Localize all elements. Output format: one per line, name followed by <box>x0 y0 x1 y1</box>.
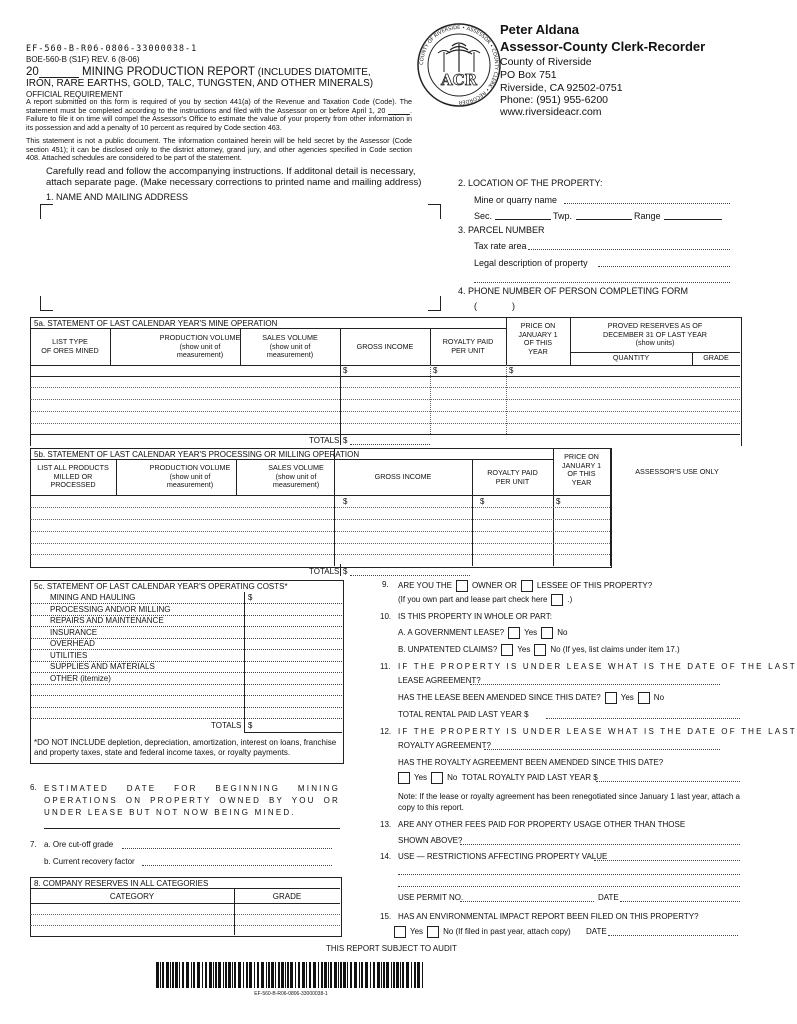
permit-field[interactable] <box>460 901 594 902</box>
barcode-bar <box>209 962 212 988</box>
assessor-line3: Riverside, CA 92502-0751 <box>500 82 623 94</box>
barcode-bar <box>281 962 284 988</box>
barcode-bar <box>318 962 319 988</box>
s5a-col-royalty: ROYALTY PAID PER UNIT <box>442 337 494 355</box>
table-row[interactable] <box>30 399 740 400</box>
barcode-bar <box>249 962 252 988</box>
barcode-text: EF-560-B-R06-0806-33000038-1 <box>254 991 328 997</box>
barcode-bar <box>411 962 412 988</box>
cost-item-label: SUPPLIES AND MATERIALS <box>50 662 155 671</box>
assessor-line4: Phone: (951) 955-6200 <box>500 94 608 106</box>
s5a-dollar-2: $ <box>433 366 438 375</box>
royalty-date-field[interactable] <box>484 749 720 750</box>
barcode-bar <box>170 962 171 988</box>
address-bracket-tl <box>40 204 53 219</box>
q9-part: (If you own part and lease part check here <box>398 595 548 605</box>
s5a-totals-field[interactable] <box>350 444 430 445</box>
q15-no: No (If filed in past year, attach copy) <box>443 927 571 937</box>
q14-text: USE — RESTRICTIONS AFFECTING PROPERTY VALUE <box>398 852 608 861</box>
q10a-label: A. A GOVERNMENT LEASE? <box>398 628 505 638</box>
assessor-line1: County of Riverside <box>500 56 592 68</box>
q9-text: ARE YOU THE <box>398 581 452 591</box>
q12-yesno-row <box>394 772 598 784</box>
barcode-bar <box>370 962 371 988</box>
barcode-bar <box>383 962 385 988</box>
q7a-label: a. Ore cut-off grade <box>44 840 114 849</box>
barcode-bar <box>330 962 332 988</box>
report-title <box>26 66 371 78</box>
barcode-bar <box>268 962 270 988</box>
barcode-bar <box>238 962 241 988</box>
eir-date-field[interactable] <box>608 935 738 936</box>
q12-note: Note: If the lease or royalty agreement has been renegotiated since January 1 last year, attach a copy to this report. <box>398 792 740 812</box>
legal-paragraph-1 <box>26 98 412 132</box>
barcode-bar <box>386 962 389 988</box>
tax-rate-field[interactable] <box>528 249 730 250</box>
eir-yes-checkbox[interactable] <box>394 926 406 938</box>
q11-rental: TOTAL RENTAL PAID LAST YEAR $ <box>398 710 529 719</box>
barcode-bar <box>354 962 357 988</box>
q9-num: 9. <box>382 580 389 589</box>
twp-label: Twp. <box>553 211 573 221</box>
county-seal <box>416 22 502 108</box>
tax-rate-label: Tax rate area <box>474 241 527 251</box>
barcode-bar <box>232 962 233 988</box>
restrictions-field-2[interactable] <box>398 874 740 875</box>
q15-yes: Yes <box>410 927 424 937</box>
barcode-bar <box>191 962 192 988</box>
barcode-bar <box>197 962 200 988</box>
form-code: EF-560-B-R06-0806-33000038-1 <box>26 44 198 54</box>
q7b-field[interactable] <box>142 865 332 866</box>
address-bracket-tr <box>428 204 441 219</box>
q12-text: IF THE PROPERTY IS UNDER LEASE WHAT IS THE DATE OF THE LAST <box>398 727 797 736</box>
title-line2: IRON, RARE EARTHS, GOLD, TALC, TUNGSTEN, AND OTHER MINERALS) <box>26 78 374 89</box>
barcode-bar <box>186 962 189 988</box>
section2-label: 2. LOCATION OF THE PROPERTY: <box>458 178 603 188</box>
cost-item-label: PROCESSING AND/OR MILLING <box>50 604 171 614</box>
other-fees-field[interactable] <box>460 844 740 845</box>
q9-owner: OWNER OR <box>471 581 517 591</box>
claims-yes-checkbox[interactable] <box>501 644 513 656</box>
s5b-col-production: PRODUCTION VOLUME (show unit of measurement) <box>149 463 231 489</box>
q11-amended: HAS THE LEASE BEEN AMENDED SINCE THIS DATE? <box>398 693 601 703</box>
cost-row[interactable] <box>30 695 342 696</box>
table-row[interactable] <box>30 423 740 424</box>
royalty-amended-yes-checkbox[interactable] <box>398 772 410 784</box>
q10a-yes: Yes <box>524 628 538 638</box>
barcode-bar <box>321 962 323 988</box>
year-prefix: 20 <box>26 66 39 78</box>
form-number: BOE-560-B (S1F) REV. 6 (8-06) <box>26 55 140 64</box>
owner-checkbox[interactable] <box>456 580 468 592</box>
q7-num: 7. <box>30 840 37 849</box>
barcode-bar <box>309 962 311 988</box>
barcode-bar <box>287 962 289 988</box>
cost-item-label: MINING AND HAULING <box>50 593 136 602</box>
s5b-col-sales: SALES VOLUME (show unit of measurement) <box>268 463 324 489</box>
q6-text: ESTIMATED DATE FOR BEGINNING MINING OPERATIONS ON PROPERTY OWNED BY YOU OR UNDER LEASE BUT NOT NOW BEING MINED. <box>44 784 340 817</box>
barcode-bar <box>400 962 401 988</box>
cost-item-label: UTILITIES <box>50 650 88 660</box>
q12-text2: ROYALTY AGREEMENT? <box>398 741 491 750</box>
s5a-col-price: PRICE ON JANUARY 1 OF THIS YEAR <box>518 321 558 356</box>
mine-name-field[interactable] <box>564 203 730 204</box>
barcode-bar <box>295 962 296 988</box>
barcode-bar <box>261 962 264 988</box>
barcode-bar <box>254 962 255 988</box>
barcode-bar <box>275 962 276 988</box>
q10b-row <box>398 644 680 656</box>
mine-name-label: Mine or quarry name <box>474 195 558 205</box>
barcode-bar <box>218 962 221 988</box>
q8-title: 8. COMPANY RESERVES IN ALL CATEGORIES <box>34 879 209 888</box>
royalty-amended-no-checkbox[interactable] <box>431 772 443 784</box>
barcode <box>156 962 426 988</box>
sec-field[interactable] <box>495 219 551 220</box>
s5a-title: 5a. STATEMENT OF LAST CALENDAR YEAR'S MINE OPERATION <box>34 319 278 328</box>
legal-desc-field[interactable] <box>598 266 730 267</box>
assessor-name: Peter Aldana <box>500 22 579 37</box>
s5a-col-quantity: QUANTITY <box>612 353 650 362</box>
barcode-bar <box>257 962 259 988</box>
q11-amended-row <box>398 692 664 704</box>
s5b-col-assessor: ASSESSOR'S USE ONLY <box>635 467 719 476</box>
para1b: . Failure to file it on time will compel the Assessor's Office to estimate the value of your property from other information in its possession and add a penalty of 10 percent as required by Code section 463. <box>26 105 413 132</box>
q7b-label: b. Current recovery factor <box>44 857 135 866</box>
q15-text: HAS AN ENVIRONMENTAL IMPACT REPORT BEEN FILED ON THIS PROPERTY? <box>398 912 699 921</box>
restrictions-field[interactable] <box>594 860 740 861</box>
barcode-bar <box>202 962 203 988</box>
s5b-totals-field[interactable] <box>350 575 470 576</box>
barcode-bar <box>338 962 339 988</box>
s5b-dollar-1: $ <box>343 497 348 506</box>
barcode-bar <box>271 962 274 988</box>
para1b-year: 20 <box>377 105 386 115</box>
q9-lessee: LESSEE OF THIS PROPERTY? <box>536 581 653 591</box>
q12-num: 12. <box>380 727 392 736</box>
s5b-title: 5b. STATEMENT OF LAST CALENDAR YEAR'S PROCESSING OR MILLING OPERATION <box>34 450 360 459</box>
barcode-bar <box>334 962 337 988</box>
q6-num: 6. <box>30 783 37 792</box>
gov-lease-no-checkbox[interactable] <box>541 627 553 639</box>
restrictions-field-3[interactable] <box>398 886 740 887</box>
s5a-col-ores: LIST TYPE OF ORES MINED <box>41 337 99 355</box>
q11-yes: Yes <box>620 693 634 703</box>
barcode-bar <box>182 962 184 988</box>
cost-row[interactable] <box>30 684 342 685</box>
q13-num: 13. <box>380 820 392 829</box>
q9-part-end: .) <box>567 595 573 605</box>
q8-grade: GRADE <box>272 892 302 901</box>
seal-ring-text: COUNTY OF RIVERSIDE • ASSESSOR • COUNTY CLERK • RECORDER <box>418 24 500 106</box>
s5b-totals-dollar: $ <box>343 567 348 576</box>
cost-row[interactable] <box>30 707 342 708</box>
name-address-field[interactable] <box>55 210 425 305</box>
section3-label: 3. PARCEL NUMBER <box>458 225 545 235</box>
barcode-bar <box>414 962 416 988</box>
barcode-bar <box>340 962 342 988</box>
range-field[interactable] <box>664 219 722 220</box>
q9-row <box>398 580 652 592</box>
assessor-line5: www.riversideacr.com <box>500 106 602 118</box>
q10b-yes: Yes <box>517 645 531 655</box>
s5a-dollar-1: $ <box>343 366 348 375</box>
s5a-totals-label: TOTALS <box>309 436 340 445</box>
barcode-bar <box>228 962 231 988</box>
q11-no: No <box>653 693 665 703</box>
barcode-bar <box>246 962 248 988</box>
lease-amended-no-checkbox[interactable] <box>638 692 650 704</box>
q14-date: DATE <box>598 893 619 902</box>
q15-date: DATE <box>586 927 607 936</box>
barcode-bar <box>365 962 368 988</box>
s5c-totals-dollar: $ <box>248 721 253 730</box>
instructions: Carefully read and follow the accompanying instructions. If additonal detail is necessary, attach separate page. (Make necessary corrections to printed name and mailing address) <box>46 166 422 188</box>
barcode-bar <box>393 962 395 988</box>
barcode-bar <box>234 962 236 988</box>
range-label: Range <box>634 211 661 221</box>
table-row[interactable] <box>30 554 610 555</box>
barcode-bar <box>422 962 423 988</box>
royalty-paid-field[interactable] <box>596 781 740 782</box>
barcode-bar <box>391 962 392 988</box>
address-bracket-br <box>428 296 441 311</box>
barcode-bar <box>406 962 409 988</box>
barcode-bar <box>350 962 352 988</box>
barcode-bar <box>298 962 300 988</box>
section1-label: 1. NAME AND MAILING ADDRESS <box>46 192 189 202</box>
s5a-col-grade: GRADE <box>703 353 729 362</box>
legal-desc-field-2[interactable] <box>474 282 730 283</box>
barcode-bar <box>266 962 267 988</box>
s5c-totals-label: TOTALS <box>211 721 242 730</box>
s5c-dollar: $ <box>248 593 253 602</box>
legal-desc-label: Legal description of property <box>474 258 588 268</box>
s5a-col-gross: GROSS INCOME <box>356 342 414 351</box>
cost-item-label: REPAIRS AND MAINTENANCE <box>50 616 164 625</box>
title-paren: (INCLUDES DIATOMITE, <box>254 67 371 78</box>
cost-item-label: OTHER (itemize) <box>50 673 111 683</box>
lease-amended-yes-checkbox[interactable] <box>605 692 617 704</box>
q10a-no: No <box>557 628 568 638</box>
q12-amended: HAS THE ROYALTY AGREEMENT BEEN AMENDED SINCE THIS DATE? <box>398 758 664 767</box>
lease-date-field[interactable] <box>470 684 720 685</box>
s5b-col-royalty: ROYALTY PAID PER UNIT <box>487 468 538 486</box>
barcode-bar <box>160 962 161 988</box>
barcode-bar <box>162 962 164 988</box>
barcode-bar <box>213 962 214 988</box>
table-row[interactable] <box>30 507 610 508</box>
twp-field[interactable] <box>576 219 632 220</box>
barcode-bar <box>328 962 329 988</box>
q10-num: 10. <box>380 612 392 621</box>
s5a-totals-dollar: $ <box>343 436 348 445</box>
table-row[interactable] <box>30 925 340 926</box>
barcode-bar <box>359 962 360 988</box>
table-row[interactable] <box>30 531 610 532</box>
cost-item-label: INSURANCE <box>50 627 98 637</box>
q8-category: CATEGORY <box>109 892 155 901</box>
address-bracket-bl <box>40 296 53 311</box>
year-field[interactable] <box>39 68 79 78</box>
q9-part-row <box>398 594 572 606</box>
q10b-no: No (If yes, list claims under item 17.) <box>550 645 680 655</box>
q13-text: ARE ANY OTHER FEES PAID FOR PROPERTY USAGE OTHER THAN THOSE <box>398 820 686 829</box>
s5b-dollar-3: $ <box>556 497 561 506</box>
barcode-bar <box>243 962 244 988</box>
q12-no: No <box>447 773 458 783</box>
rental-paid-field[interactable] <box>546 718 740 719</box>
barcode-bar <box>347 962 348 988</box>
q15-num: 15. <box>380 912 392 921</box>
permit-date-field[interactable] <box>620 901 740 902</box>
table-row[interactable] <box>30 914 340 915</box>
barcode-bar <box>172 962 174 988</box>
q10a-row <box>398 627 567 639</box>
assessor-line2: PO Box 751 <box>500 69 557 81</box>
s5a-col-sales: SALES VOLUME (show unit of measurement) <box>262 333 318 359</box>
q7a-field[interactable] <box>122 848 332 849</box>
seal-text: ACR <box>440 71 478 89</box>
q13-text2: SHOWN ABOVE? <box>398 836 463 845</box>
q10-text: IS THIS PROPERTY IN WHOLE OR PART: <box>398 612 552 621</box>
cost-row[interactable] <box>30 718 342 719</box>
table-row[interactable] <box>30 543 610 544</box>
part-checkbox[interactable] <box>551 594 563 606</box>
barcode-bar <box>193 962 195 988</box>
eir-no-checkbox[interactable] <box>427 926 439 938</box>
assessor-title: Assessor-County Clerk-Recorder <box>500 39 706 54</box>
s5b-dollar-2: $ <box>480 497 485 506</box>
q10b-label: B. UNPATENTED CLAIMS? <box>398 645 498 655</box>
barcode-bar <box>175 962 178 988</box>
legal-paragraph-2: This statement is not a public document. The information contained herein will be held secret by the Assessor (Code section 451); it can be disclosed only to the district attorney, grand jury, and other agencies specified in Code section 408. Attached schedules are considered to be part of the statement. <box>26 136 412 162</box>
audit-notice: THIS REPORT SUBJECT TO AUDIT <box>326 944 457 953</box>
q14-permit: USE PERMIT NO. <box>398 893 464 902</box>
q11-text2: LEASE AGREEMENT? <box>398 676 481 685</box>
s5b-totals-label: TOTALS <box>309 567 340 576</box>
barcode-bar <box>377 962 380 988</box>
barcode-bar <box>402 962 404 988</box>
barcode-bar <box>417 962 420 988</box>
q15-yesno-row <box>390 926 571 938</box>
s5a-col-reserves: PROVED RESERVES AS OF DECEMBER 31 OF LAST YEAR (show units) <box>603 321 707 347</box>
cost-item-label: OVERHEAD <box>50 639 95 648</box>
s5b-col-products: LIST ALL PRODUCTS MILLED OR PROCESSED <box>37 463 109 489</box>
gov-lease-yes-checkbox[interactable] <box>508 627 520 639</box>
barcode-bar <box>223 962 224 988</box>
s5b-col-price: PRICE ON JANUARY 1 OF THIS YEAR <box>561 452 602 487</box>
q11-num: 11. <box>380 662 391 671</box>
sec-label: Sec. <box>474 211 493 221</box>
barcode-bar <box>373 962 375 988</box>
barcode-bar <box>215 962 217 988</box>
s5b-col-gross: GROSS INCOME <box>374 472 432 481</box>
lessee-checkbox[interactable] <box>521 580 533 592</box>
barcode-bar <box>361 962 363 988</box>
barcode-bar <box>290 962 293 988</box>
q6-field[interactable] <box>44 828 340 829</box>
barcode-bar <box>324 962 327 988</box>
barcode-bar <box>166 962 169 988</box>
q14-num: 14. <box>380 852 392 861</box>
table-row[interactable] <box>30 519 610 520</box>
title-main: MINING PRODUCTION REPORT <box>82 66 255 78</box>
barcode-bar <box>278 962 280 988</box>
s5a-col-production: PRODUCTION VOLUME (show unit of measurement) <box>159 333 241 359</box>
s5c-title: 5c. STATEMENT OF LAST CALENDAR YEAR'S OPERATING COSTS* <box>34 582 288 591</box>
s5a-dollar-3: $ <box>509 366 514 375</box>
q12-royalty: TOTAL ROYALTY PAID LAST YEAR $ <box>461 773 598 783</box>
claims-no-checkbox[interactable] <box>534 644 546 656</box>
barcode-bar <box>306 962 307 988</box>
barcode-bar <box>285 962 286 988</box>
barcode-bar <box>179 962 180 988</box>
barcode-bar <box>381 962 382 988</box>
q12-yes: Yes <box>414 773 428 783</box>
q11-text: IF THE PROPERTY IS UNDER LEASE WHAT IS THE DATE OF THE LAST <box>398 662 797 671</box>
barcode-bar <box>302 962 305 988</box>
barcode-bar <box>156 962 159 988</box>
barcode-bar <box>396 962 399 988</box>
table-row[interactable] <box>30 411 740 412</box>
barcode-bar <box>205 962 207 988</box>
phone-field[interactable]: ( ) <box>474 301 516 311</box>
barcode-bar <box>343 962 346 988</box>
barcode-bar <box>225 962 227 988</box>
table-row[interactable] <box>30 387 740 388</box>
s5c-note: *DO NOT INCLUDE depletion, depreciation, amortization, interest on loans, franchise and property taxes, state and federal income taxes, or royalty payments. <box>34 738 337 757</box>
barcode-bar <box>313 962 316 988</box>
para1a: A report submitted on this form is required of you by section 441(a) of the Revenue and Taxation Code (Code). The statement must be completed according to the instructions and filed with the Assessor on or before April 1, <box>26 97 412 115</box>
official-requirement: OFFICIAL REQUIREMENT <box>26 90 124 99</box>
section4-label: 4. PHONE NUMBER OF PERSON COMPLETING FORM <box>458 286 689 296</box>
